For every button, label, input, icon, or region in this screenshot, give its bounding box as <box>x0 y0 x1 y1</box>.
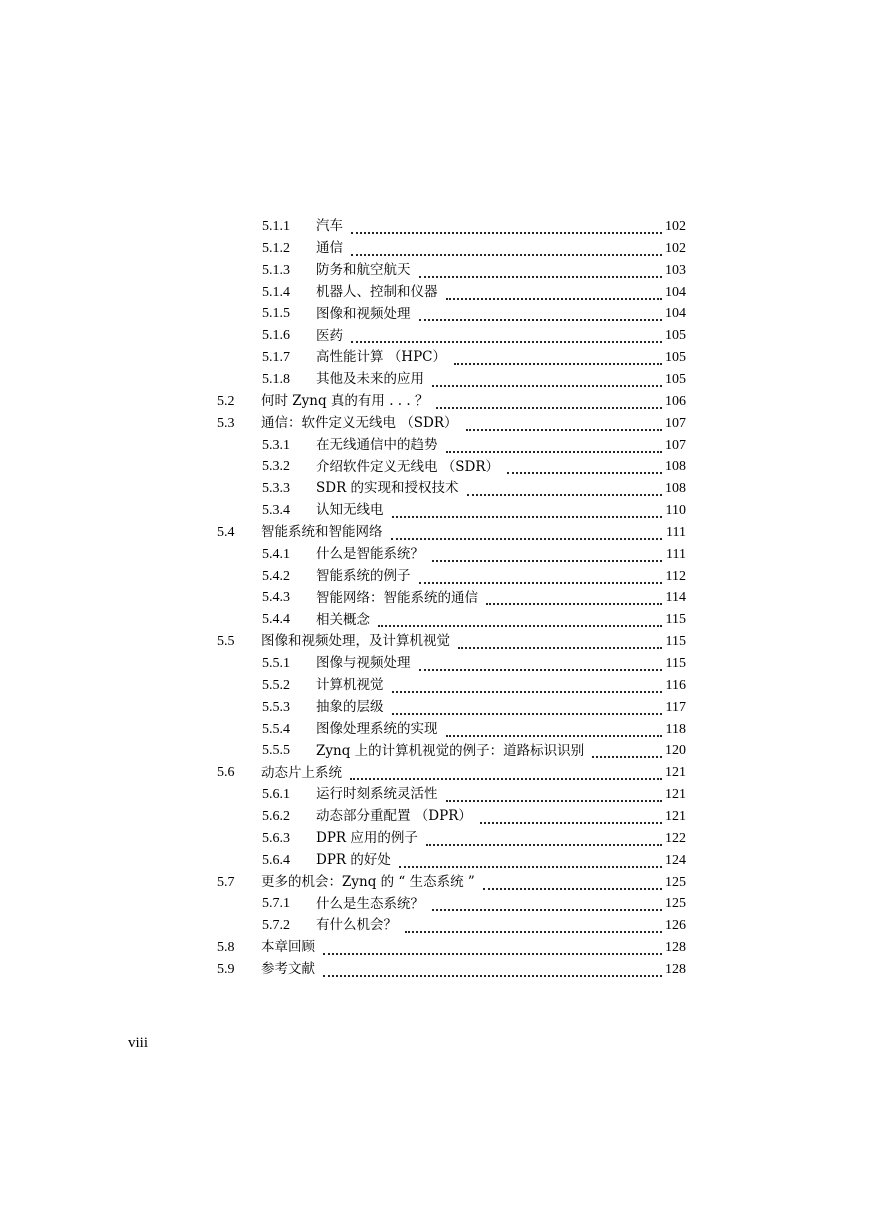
toc-subsection-entry[interactable] <box>262 893 686 915</box>
toc-entry-page: 114 <box>665 590 686 606</box>
toc-entry-page: 124 <box>665 852 686 868</box>
toc-entry-number: 5.1.2 <box>262 240 290 256</box>
toc-entry-title: 智能系统和智能网络 <box>261 524 383 541</box>
toc-entry-number: 5.6 <box>217 765 235 781</box>
toc-entry-title: 什么是生态系统？ <box>316 895 424 912</box>
page-number: viii <box>128 1035 149 1051</box>
toc-subsection-entry[interactable] <box>262 369 686 391</box>
toc-subsection-entry[interactable] <box>262 675 686 697</box>
toc-entry-title: Zynq 上的计算机视觉的例子：道路标识识别 <box>316 742 585 759</box>
toc-entry-page: 121 <box>665 787 686 803</box>
dot-leader <box>405 919 662 933</box>
toc-entry-page: 120 <box>665 743 686 759</box>
toc-entry-title: 其他及未来的应用 <box>316 371 424 388</box>
toc-entry-page: 104 <box>665 284 686 300</box>
toc-entry-title: 更多的机会：Zynq 的 “ 生态系统 ” <box>261 873 475 890</box>
dot-leader <box>350 766 662 780</box>
toc-entry-number: 5.6.3 <box>262 830 290 846</box>
toc-subsection-entry[interactable] <box>262 587 686 609</box>
dot-leader <box>592 744 662 758</box>
toc-entry-number: 5.4.4 <box>262 612 290 628</box>
toc-entry-page: 125 <box>665 874 686 890</box>
toc-subsection-entry[interactable] <box>262 347 686 369</box>
toc-subsection-entry[interactable] <box>262 566 686 588</box>
dot-leader <box>432 897 662 911</box>
toc-entry-number: 5.7.1 <box>262 896 290 912</box>
toc-section-entry[interactable] <box>217 391 686 413</box>
toc-entry-title: 图像处理系统的实现 <box>316 720 438 737</box>
dot-leader <box>419 570 663 584</box>
dot-leader <box>432 373 662 387</box>
dot-leader <box>454 351 662 365</box>
toc-entry-page: 125 <box>665 896 686 912</box>
dot-leader <box>458 635 662 649</box>
toc-entry-title: DPR 应用的例子 <box>316 830 418 847</box>
toc-entry-page: 122 <box>665 830 686 846</box>
toc-entry-title: 医药 <box>316 327 343 344</box>
toc-entry-page: 105 <box>665 350 686 366</box>
toc-entry-number: 5.1.5 <box>262 306 290 322</box>
toc-subsection-entry[interactable] <box>262 238 686 260</box>
toc-subsection-entry[interactable] <box>262 216 686 238</box>
toc-subsection-entry[interactable] <box>262 478 686 500</box>
toc-entry-title: 图像与视频处理 <box>316 655 411 672</box>
toc-subsection-entry[interactable] <box>262 435 686 457</box>
toc-entry-title: SDR 的实现和授权技术 <box>316 480 459 497</box>
toc-subsection-entry[interactable] <box>262 806 686 828</box>
toc-entry-title: 动态部分重配置 （DPR） <box>316 808 472 825</box>
toc-entry-title: 计算机视觉 <box>316 677 384 694</box>
dot-leader <box>392 679 663 693</box>
toc-subsection-entry[interactable] <box>262 260 686 282</box>
toc-entry-title: 相关概念 <box>316 611 370 628</box>
toc-subsection-entry[interactable] <box>262 456 686 478</box>
toc-entry-number: 5.5 <box>217 634 235 650</box>
toc-section-entry[interactable] <box>217 413 686 435</box>
toc-entry-page: 126 <box>665 918 686 934</box>
toc-entry-title: 认知无线电 <box>316 502 384 519</box>
toc-entry-page: 103 <box>665 262 686 278</box>
dot-leader <box>391 526 663 540</box>
toc-entry-page: 128 <box>665 940 686 956</box>
toc-subsection-entry[interactable] <box>262 740 686 762</box>
toc-entry-title: 防务和航空航天 <box>316 261 411 278</box>
dot-leader <box>446 788 663 802</box>
toc-entry-title: 通信 <box>316 240 343 257</box>
toc-entry-number: 5.8 <box>217 940 235 956</box>
toc-entry-number: 5.3 <box>217 415 235 431</box>
toc-subsection-entry[interactable] <box>262 303 686 325</box>
toc-entry-page: 104 <box>665 306 686 322</box>
toc-subsection-entry[interactable] <box>262 500 686 522</box>
toc-section-entry[interactable] <box>217 522 686 544</box>
toc-entry-title: 智能系统的例子 <box>316 567 411 584</box>
toc-entry-number: 5.6.4 <box>262 852 290 868</box>
toc-entry-page: 107 <box>665 437 686 453</box>
toc-entry-page: 108 <box>665 459 686 475</box>
toc-entry-title: 智能网络：智能系统的通信 <box>316 589 478 606</box>
toc-entry-page: 107 <box>665 415 686 431</box>
toc-entry-page: 115 <box>665 656 686 671</box>
toc-subsection-entry[interactable] <box>262 719 686 741</box>
toc-section-entry[interactable] <box>217 937 686 959</box>
dot-leader <box>399 854 662 868</box>
dot-leader <box>426 832 662 846</box>
dot-leader <box>378 613 662 627</box>
toc-entry-number: 5.1.1 <box>262 219 290 234</box>
toc-entry-page: 102 <box>665 240 686 256</box>
toc-entry-page: 116 <box>665 677 686 693</box>
toc-entry-number: 5.1.6 <box>262 328 290 344</box>
dot-leader <box>419 657 663 671</box>
toc-subsection-entry[interactable] <box>262 915 686 937</box>
toc-section-entry[interactable] <box>217 631 686 653</box>
dot-leader <box>323 941 662 955</box>
toc-entry-page: 105 <box>665 371 686 387</box>
toc-entry-page: 105 <box>665 328 686 344</box>
dot-leader <box>446 723 663 737</box>
toc-entry-page: 117 <box>665 699 686 715</box>
toc-subsection-entry[interactable] <box>262 653 686 675</box>
toc-entry-number: 5.5.5 <box>262 743 290 759</box>
dot-leader <box>351 242 662 256</box>
toc-section-entry[interactable] <box>217 872 686 894</box>
toc-entry-page: 121 <box>665 765 686 781</box>
toc-subsection-entry[interactable] <box>262 544 686 566</box>
toc-entry-title: 图像和视频处理，及计算机视觉 <box>261 633 450 650</box>
toc-entry-number: 5.3.2 <box>262 459 290 475</box>
toc-entry-number: 5.5.2 <box>262 677 290 693</box>
toc-entry-number: 5.7.2 <box>262 918 290 934</box>
dot-leader <box>392 701 663 715</box>
toc-entry-page: 106 <box>665 393 686 409</box>
toc-entry-page: 102 <box>665 219 686 234</box>
toc-subsection-entry[interactable] <box>262 282 686 304</box>
toc-entry-title: 什么是智能系统？ <box>316 546 424 562</box>
toc-entry-title: 介绍软件定义无线电 （SDR） <box>316 458 500 475</box>
toc-entry-number: 5.1.8 <box>262 371 290 387</box>
toc-entry-number: 5.7 <box>217 874 235 890</box>
toc-subsection-entry[interactable] <box>262 850 686 872</box>
dot-leader <box>507 460 662 474</box>
toc-entry-title: 何时 Zynq 真的有用 . . . ？ <box>261 393 429 410</box>
toc-subsection-entry[interactable] <box>262 325 686 347</box>
dot-leader <box>446 439 663 453</box>
toc-subsection-entry[interactable] <box>262 828 686 850</box>
toc-entry-title: 动态片上系统 <box>261 764 342 781</box>
toc-section-entry[interactable] <box>217 959 686 981</box>
dot-leader <box>392 504 663 518</box>
toc-entry-page: 121 <box>665 808 686 824</box>
dot-leader <box>480 810 662 824</box>
toc-entry-number: 5.4.3 <box>262 590 290 606</box>
toc-entry-number: 5.6.2 <box>262 808 290 824</box>
dot-leader <box>436 395 662 409</box>
toc-entry-number: 5.9 <box>217 961 235 977</box>
toc-entry-page: 110 <box>665 503 686 519</box>
toc-entry-number: 5.3.3 <box>262 481 290 497</box>
toc-entry-number: 5.5.4 <box>262 721 290 737</box>
toc-entry-title: 高性能计算 （HPC） <box>316 349 446 366</box>
toc-entry-title: 在无线通信中的趋势 <box>316 436 438 453</box>
toc-entry-page: 108 <box>665 481 686 497</box>
toc-entry-title: 抽象的层级 <box>316 698 384 715</box>
toc-entry-number: 5.1.4 <box>262 284 290 300</box>
dot-leader <box>466 417 662 431</box>
toc-entry-number: 5.5.3 <box>262 699 290 715</box>
toc-entry-page: 115 <box>665 612 686 628</box>
toc-entry-title: 汽车 <box>316 218 343 235</box>
toc-entry-number: 5.6.1 <box>262 787 290 803</box>
toc-entry-number: 5.1.3 <box>262 262 290 278</box>
toc-entry-number: 5.5.1 <box>262 656 290 671</box>
toc-subsection-entry[interactable] <box>262 609 686 631</box>
dot-leader <box>323 963 662 977</box>
toc-entry-page: 128 <box>665 961 686 977</box>
toc-subsection-entry[interactable] <box>262 697 686 719</box>
toc-entry-title: 有什么机会？ <box>316 917 397 934</box>
toc-entry-number: 5.4 <box>217 524 235 540</box>
toc-entry-page: 111 <box>666 524 686 540</box>
dot-leader <box>467 482 662 496</box>
toc-section-entry[interactable] <box>217 762 686 784</box>
toc-entry-number: 5.2 <box>217 393 235 409</box>
toc-entry-number: 5.1.7 <box>262 350 290 366</box>
dot-leader <box>432 548 662 562</box>
toc-entry-title: 通信：软件定义无线电 （SDR） <box>261 414 458 431</box>
dot-leader <box>483 876 662 890</box>
toc-entry-title: 图像和视频处理 <box>316 305 411 322</box>
toc-entry-page: 115 <box>665 634 686 650</box>
toc-entry-number: 5.3.1 <box>262 437 290 453</box>
toc-entry-number: 5.4.2 <box>262 568 290 584</box>
toc-entry-title: 本章回顾 <box>261 939 315 956</box>
toc-subsection-entry[interactable] <box>262 784 686 806</box>
toc-entry-number: 5.3.4 <box>262 503 290 519</box>
dot-leader <box>419 264 663 278</box>
dot-leader <box>351 220 662 234</box>
toc-entry-title: 参考文献 <box>261 961 315 978</box>
dot-leader <box>446 286 663 300</box>
toc-entry-title: 机器人、控制和仪器 <box>316 283 438 300</box>
dot-leader <box>419 307 663 321</box>
toc-entry-page: 112 <box>665 568 686 584</box>
toc-entry-page: 118 <box>665 721 686 737</box>
toc-entry-number: 5.4.1 <box>262 546 290 562</box>
toc-entry-title: 运行时刻系统灵活性 <box>316 786 438 803</box>
toc-entry-title: DPR 的好处 <box>316 851 391 868</box>
dot-leader <box>351 329 662 343</box>
dot-leader <box>486 591 662 605</box>
toc-entry-page: 111 <box>666 546 686 562</box>
